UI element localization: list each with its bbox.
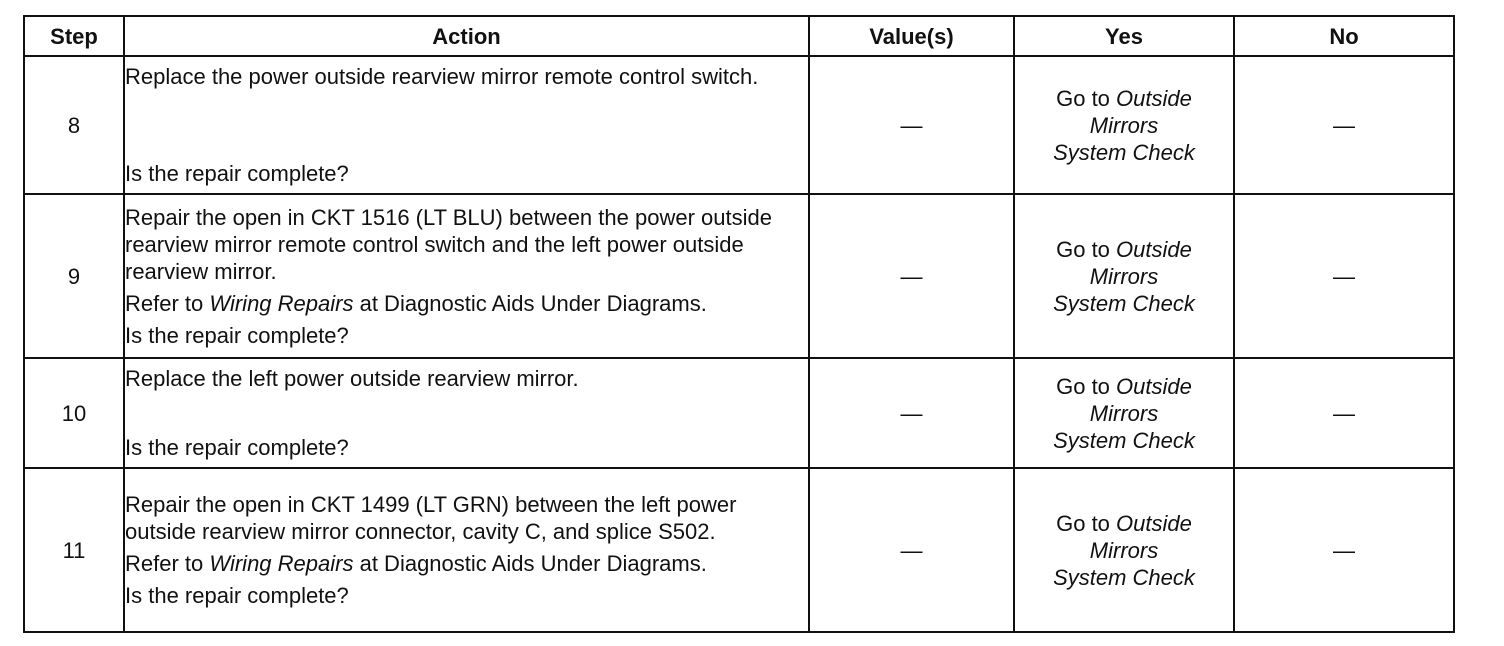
reference-wiring-repairs: Wiring Repairs (209, 290, 354, 316)
action-text: Repair the open in CKT 1516 (LT BLU) between the power outside rearview mirror remote control switch and the left power outside rearview mirror. (125, 204, 772, 284)
action-reference (125, 290, 808, 317)
reference-suffix: at Diagnostic Aids Under Diagrams. (359, 290, 707, 316)
yes-target-mirrors: Mirrors (1089, 537, 1159, 563)
value-cell (809, 194, 1014, 358)
action-cell (124, 194, 809, 358)
yes-go-to: Go to (1056, 373, 1110, 399)
value-cell (809, 56, 1014, 194)
yes-go-to: Go to (1056, 510, 1110, 536)
yes-target-system-check: System Check (1053, 139, 1195, 165)
yes-go-to: Go to (1056, 85, 1110, 111)
reference-prefix: Refer to (125, 290, 204, 316)
yes-target-system-check: System Check (1053, 427, 1195, 453)
yes-cell (1014, 56, 1234, 194)
value-dash: — (900, 112, 923, 138)
yes-target-mirrors: Mirrors (1089, 263, 1159, 289)
no-cell (1234, 194, 1454, 358)
reference-suffix: at Diagnostic Aids Under Diagrams. (359, 551, 707, 576)
action-question: Is the repair complete? (125, 161, 349, 186)
header-step: Step (24, 16, 124, 56)
header-values: Value(s) (809, 16, 1014, 56)
diagnostic-table (23, 15, 1455, 633)
yes-target-system-check: System Check (1053, 564, 1195, 590)
action-question: Is the repair complete? (125, 322, 349, 348)
action-cell (124, 468, 809, 632)
action-question: Is the repair complete? (125, 435, 349, 460)
action-text: Repair the open in CKT 1499 (LT GRN) between the left power outside rearview mirror connector, cavity C, and splice S502. (125, 492, 737, 544)
action-question: Is the repair complete? (125, 583, 349, 608)
yes-target-outside: Outside (1116, 373, 1192, 399)
header-yes: Yes (1014, 16, 1234, 56)
step-number: 8 (24, 56, 124, 194)
yes-target-outside: Outside (1116, 236, 1192, 262)
yes-cell (1014, 194, 1234, 358)
no-dash: — (1333, 400, 1355, 426)
table-row-step-11 (24, 468, 1454, 632)
table-row-step-10 (24, 358, 1454, 468)
yes-cell (1014, 468, 1234, 632)
value-dash: — (900, 537, 923, 563)
no-cell (1234, 358, 1454, 468)
action-text: Replace the power outside rearview mirror remote control switch. (125, 64, 759, 89)
yes-target-outside: Outside (1116, 85, 1192, 111)
action-cell (124, 56, 809, 194)
action-text: Replace the left power outside rearview mirror. (125, 366, 579, 391)
yes-target-mirrors: Mirrors (1089, 112, 1159, 138)
no-cell (1234, 56, 1454, 194)
value-cell (809, 358, 1014, 468)
no-dash: — (1333, 112, 1355, 138)
table-row-step-8 (24, 56, 1454, 194)
value-dash: — (900, 400, 923, 426)
value-cell (809, 468, 1014, 632)
step-number: 10 (24, 358, 124, 468)
header-no: No (1234, 16, 1454, 56)
yes-target-system-check: System Check (1053, 290, 1195, 316)
yes-target-outside: Outside (1116, 510, 1192, 536)
no-dash: — (1333, 537, 1355, 563)
yes-go-to: Go to (1056, 236, 1110, 262)
action-reference (125, 550, 808, 577)
table-row-step-9 (24, 194, 1454, 358)
value-dash: — (900, 263, 923, 289)
action-cell (124, 358, 809, 468)
step-number: 9 (24, 194, 124, 358)
no-cell (1234, 468, 1454, 632)
reference-prefix: Refer to (125, 551, 204, 576)
no-dash: — (1333, 263, 1355, 289)
header-action: Action (124, 16, 809, 56)
yes-target-mirrors: Mirrors (1089, 400, 1159, 426)
step-number: 11 (24, 468, 124, 632)
header-row (24, 16, 1454, 56)
reference-wiring-repairs: Wiring Repairs (209, 551, 354, 576)
yes-cell (1014, 358, 1234, 468)
